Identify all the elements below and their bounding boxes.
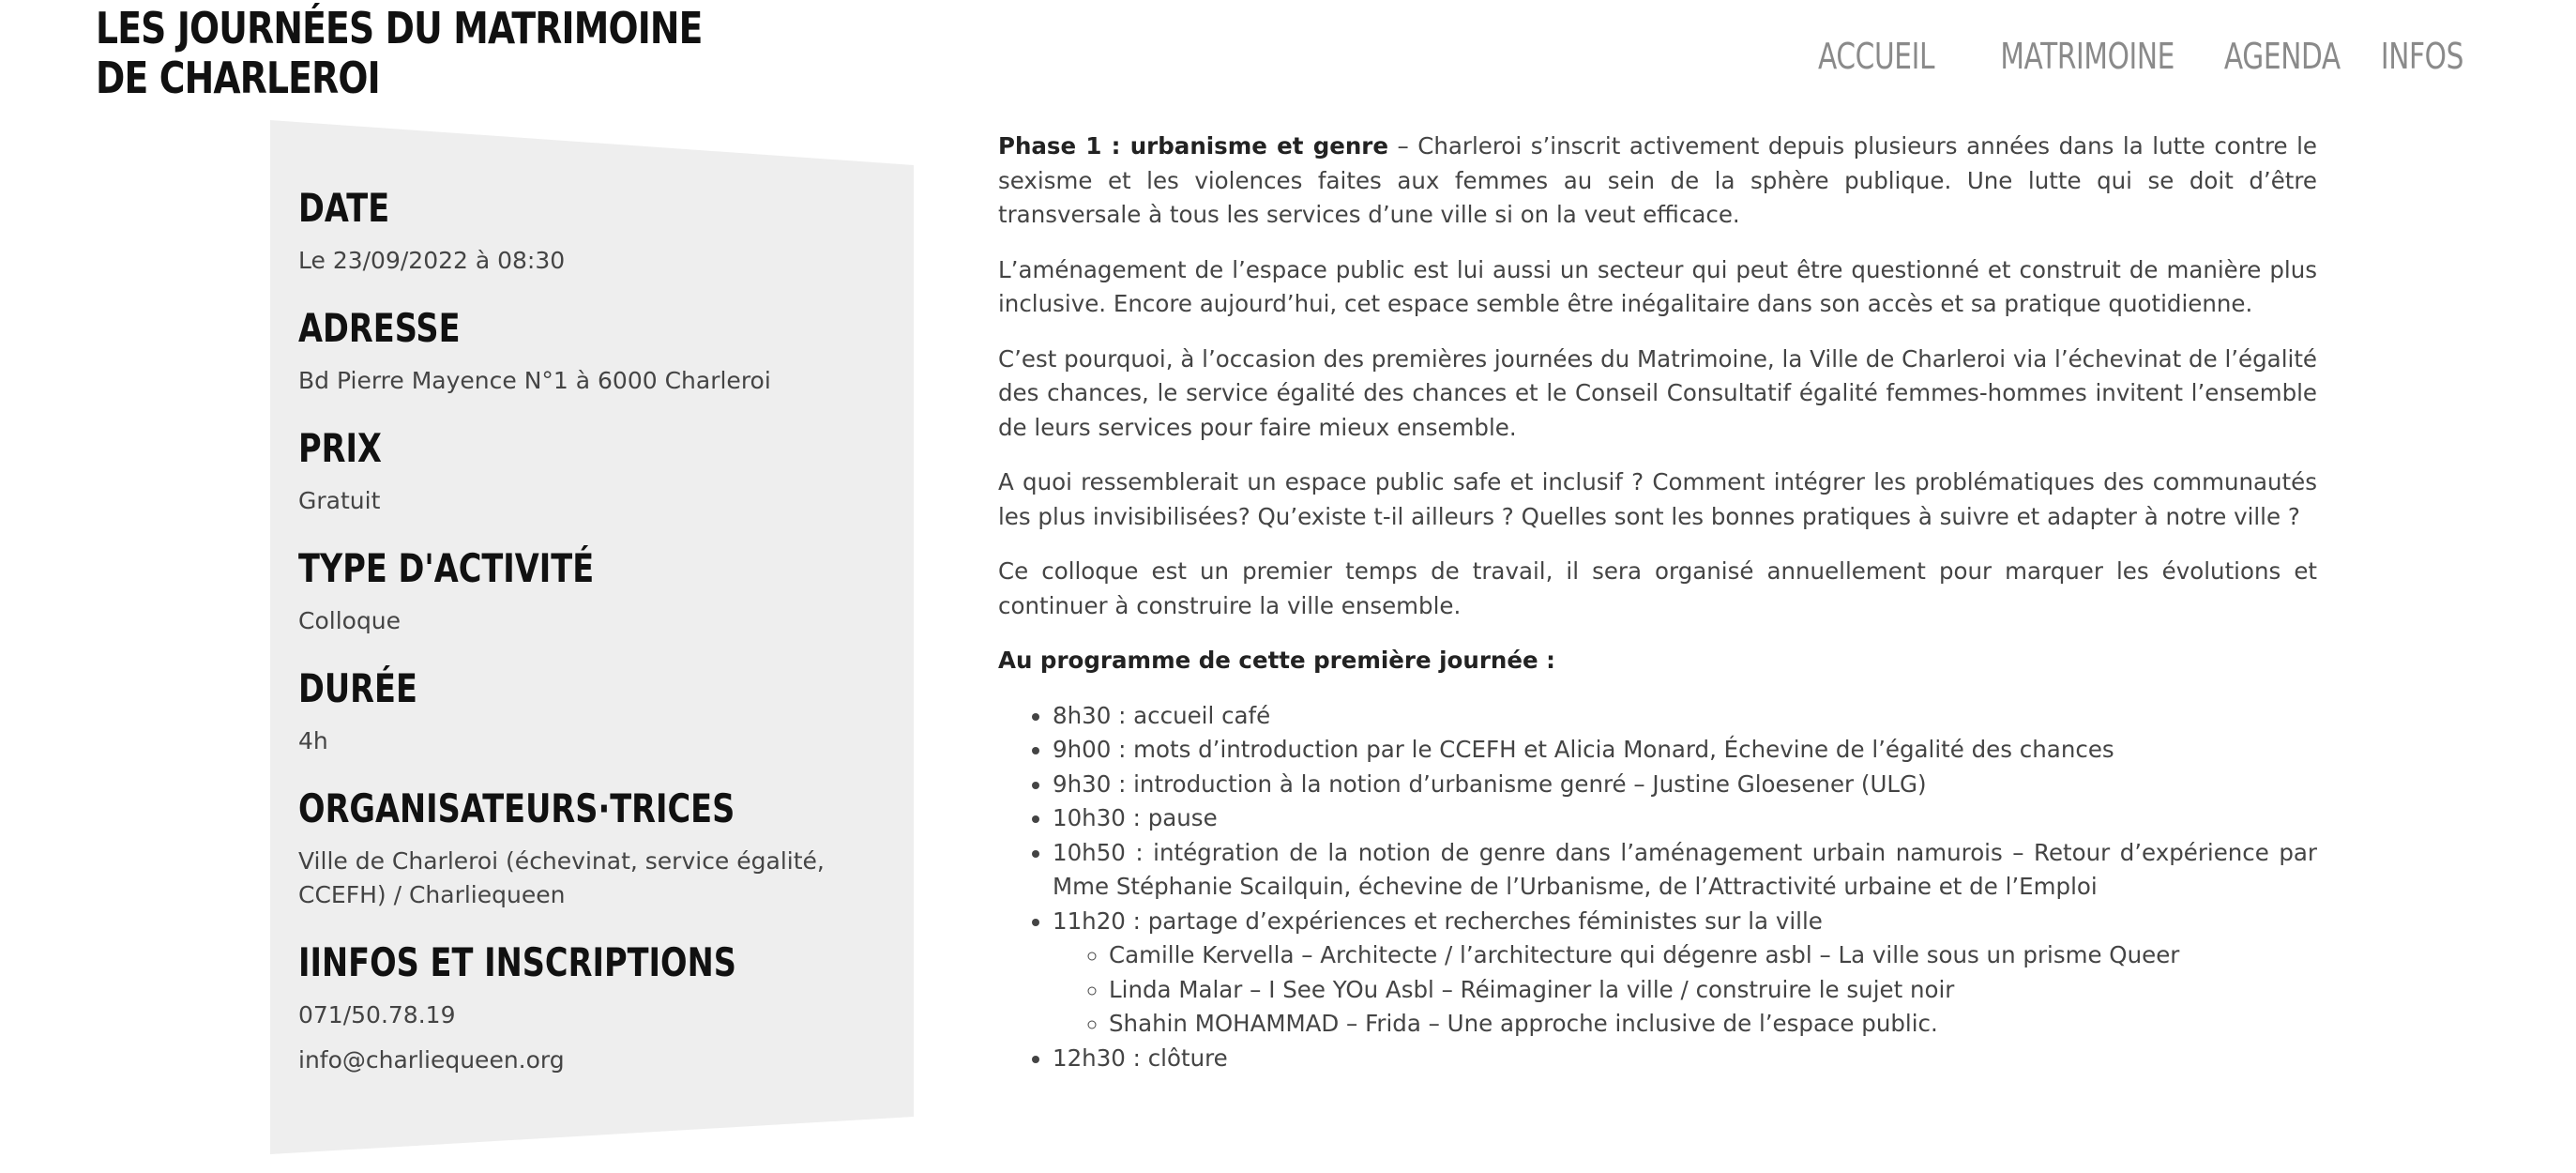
info-address bbox=[298, 302, 899, 398]
site-title-line-2: DE CHARLEROI bbox=[96, 53, 380, 103]
program-subitem: ◦ Camille Kervella – Architecte / l’architecture qui dégenre asbl – La ville sous un prisme Queer bbox=[1109, 938, 2317, 973]
program-item: • 9h30 : introduction à la notion d’urbanisme genré – Justine Gloesener (ULG) bbox=[1053, 768, 2317, 802]
nav-item-matrimoine[interactable]: MATRIMOINE bbox=[2000, 36, 2175, 77]
info-duration-value: 4h bbox=[298, 727, 328, 754]
info-contact-email[interactable]: info@charliequeen.org bbox=[298, 1046, 565, 1074]
info-price bbox=[298, 422, 899, 518]
site-title-line-1: LES JOURNÉES DU MATRIMOINE bbox=[96, 3, 703, 53]
info-duration-label: DURÉE bbox=[298, 665, 417, 711]
site-header bbox=[0, 0, 2576, 120]
info-address-value: Bd Pierre Mayence N°1 à 6000 Charleroi bbox=[298, 367, 771, 394]
program-item: • 10h30 : pause bbox=[1053, 801, 2317, 836]
program-list bbox=[998, 699, 2317, 1076]
info-date-label: DATE bbox=[298, 185, 390, 231]
info-date bbox=[298, 182, 899, 278]
info-type bbox=[298, 542, 899, 638]
article-paragraph-1-text: – Charleroi s’inscrit activement depuis plusieurs années dans la lutte contre le sexisme et les violences faites aux femmes au sein de la sphère publique. Une lutte qui se doit d’être transversale à tous les services d’une ville si on la veut efficace. bbox=[998, 132, 2317, 228]
info-date-value: Le 23/09/2022 à 08:30 bbox=[298, 247, 566, 274]
article-paragraph-1 bbox=[998, 129, 2317, 233]
nav-item-accueil[interactable]: ACCUEIL bbox=[1818, 36, 1935, 77]
nav-item-infos[interactable]: INFOS bbox=[2380, 36, 2463, 77]
program-item: • 8h30 : accueil café bbox=[1053, 699, 2317, 734]
info-contact-label: IINFOS ET INSCRIPTIONS bbox=[298, 939, 736, 985]
info-contact-phone[interactable]: 071/50.78.19 bbox=[298, 1001, 456, 1028]
info-type-value: Colloque bbox=[298, 607, 402, 634]
program-item: • 9h00 : mots d’introduction par le CCEFH et Alicia Monard, Échevine de l’égalité des chances bbox=[1053, 733, 2317, 768]
info-organizers bbox=[298, 783, 899, 912]
event-info-panel bbox=[270, 120, 914, 1154]
program-title-paragraph bbox=[998, 644, 2317, 678]
info-panel-content bbox=[298, 182, 899, 1102]
program-subitem: ◦ Linda Malar – I See YOu Asbl – Réimaginer la ville / construire le sujet noir bbox=[1109, 973, 2317, 1008]
program-item-closing: • 12h30 : clôture bbox=[1053, 1042, 2317, 1076]
event-article bbox=[998, 129, 2317, 1075]
program-subitem: ◦ Shahin MOHAMMAD – Frida – Une approche inclusive de l’espace public. bbox=[1109, 1007, 2317, 1042]
main-nav bbox=[1768, 28, 2463, 84]
info-organizers-label: ORGANISATEURS·TRICES bbox=[298, 785, 735, 831]
program-item-text: 11h20 : partage d’expériences et recherches féministes sur la ville bbox=[1053, 906, 1823, 935]
info-organizers-value: Ville de Charleroi (échevinat, service égalité, CCEFH) / Charliequeen bbox=[298, 847, 825, 908]
info-price-value: Gratuit bbox=[298, 487, 381, 514]
info-duration bbox=[298, 663, 899, 758]
article-paragraph-5: Ce colloque est un premier temps de travail, il sera organisé annuellement pour marquer les évolutions et continuer à construire la ville ensemble. bbox=[998, 557, 2317, 619]
phase-title: Phase 1 : urbanisme et genre bbox=[998, 132, 1389, 160]
nav-item-agenda[interactable]: AGENDA bbox=[2224, 36, 2341, 77]
info-address-label: ADRESSE bbox=[298, 305, 461, 351]
program-title: Au programme de cette première journée : bbox=[998, 647, 1555, 674]
article-paragraph-4: A quoi ressemblerait un espace public safe et inclusif ? Comment intégrer les problématiques des communautés les plus invisibilisées? Qu’existe t-il ailleurs ? Quelles sont les bonnes pratiques à suivre et adapter à notre ville ? bbox=[998, 468, 2317, 530]
program-item: • 10h50 : intégration de la notion de genre dans l’aménagement urbain namurois – Retour d’expérience par Mme Stéphanie Scailquin, échevine de l’Urbanisme, de l’Attractivité urbaine et de l’Emploi bbox=[1053, 836, 2317, 905]
site-title[interactable] bbox=[96, 4, 703, 103]
program-sublist bbox=[1053, 938, 2317, 1042]
article-paragraph-3: C’est pourquoi, à l’occasion des premières journées du Matrimoine, la Ville de Charleroi via l’échevinat de l’égalité des chances, le service égalité des chances et le Conseil Consultatif égalité femmes-hommes invitent l’ensemble de leurs services pour faire mieux ensemble. bbox=[998, 344, 2317, 441]
info-contact bbox=[298, 937, 899, 1077]
info-type-label: TYPE D'ACTIVITÉ bbox=[298, 545, 595, 591]
article-paragraph-2: L’aménagement de l’espace public est lui aussi un secteur qui peut être questionné et construit de manière plus inclusive. Encore aujourd’hui, cet espace semble être inégalitaire dans son accès et sa pratique quotidienne. bbox=[998, 255, 2317, 317]
program-item-with-sublist bbox=[1053, 905, 2317, 1042]
info-price-label: PRIX bbox=[298, 425, 382, 471]
